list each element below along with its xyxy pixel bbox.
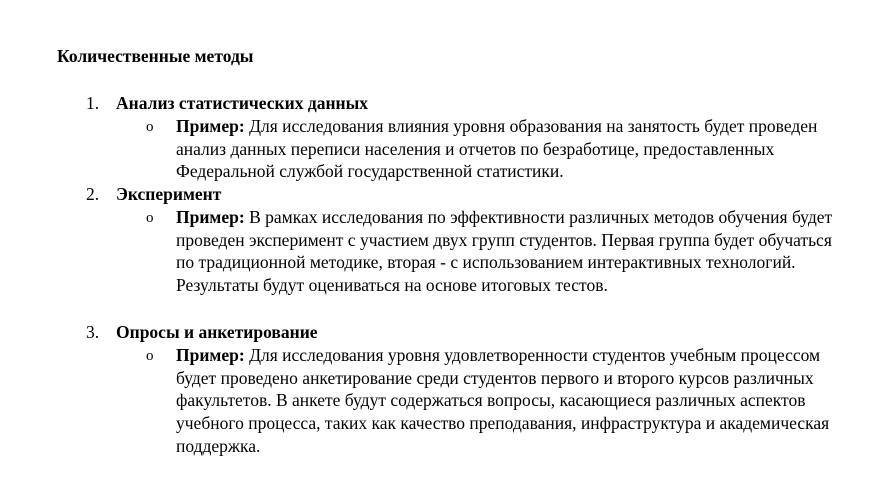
list-item-title: Опросы и анкетирование <box>116 322 318 342</box>
section-heading: Количественные методы <box>57 46 254 66</box>
example-paragraph <box>176 115 846 183</box>
list-item-title: Анализ статистических данных <box>116 93 369 113</box>
bullet-marker: o <box>146 348 154 364</box>
bullet-marker: o <box>146 210 154 226</box>
example-paragraph <box>176 344 846 458</box>
example-label: Пример: <box>176 116 245 136</box>
example-text: Для исследования уровня удовлетворенности студентов учебным процессом будет проведено анкетирование среди студентов первого и второго курсов различных факультетов. В анкете будут содержаться вопросы, касающиеся различных аспектов учебного процесса, таких как качество преподавания, инфраструктура и академическая поддержка. <box>176 345 830 456</box>
bullet-marker: o <box>146 119 154 135</box>
example-text: В рамках исследования по эффективности различных методов обучения будет проведен эксперимент с участием двух групп студентов. Первая группа будет обучаться по традиционной методике, вторая - с использованием интерактивных технологий. Результаты будут оцениваться на основе итоговых тестов. <box>176 207 833 296</box>
list-item-title: Эксперимент <box>116 184 222 204</box>
list-item-number: 3. <box>86 322 100 342</box>
example-label: Пример: <box>176 345 245 365</box>
list-item-number: 2. <box>86 184 100 204</box>
list-item-number: 1. <box>86 93 100 113</box>
example-paragraph <box>176 206 846 297</box>
example-text: Для исследования влияния уровня образования на занятость будет проведен анализ данных переписи населения и отчетов по безработице, предоставленных Федеральной службой государственной статистики. <box>176 116 818 182</box>
example-label: Пример: <box>176 207 245 227</box>
